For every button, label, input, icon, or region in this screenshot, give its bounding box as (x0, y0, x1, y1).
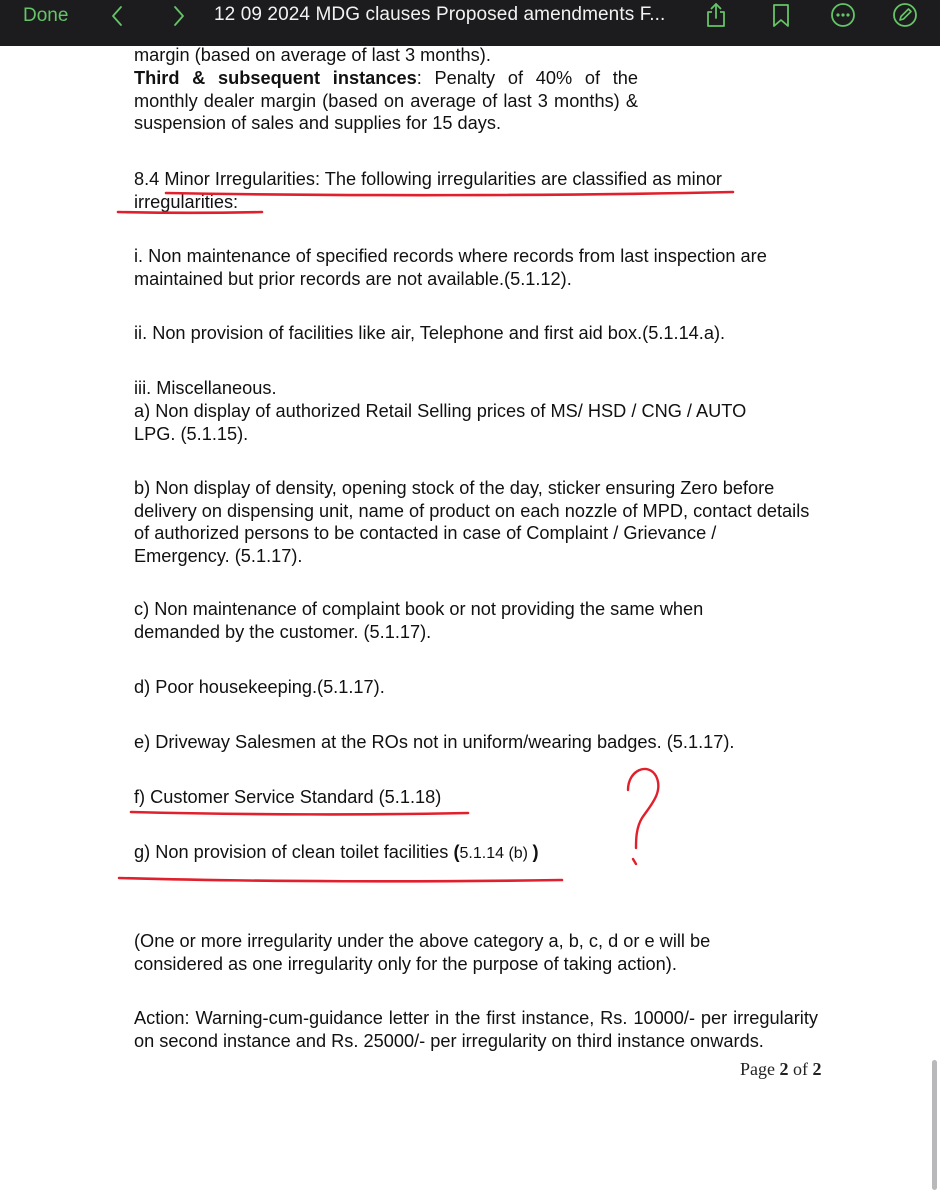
top-toolbar (0, 0, 940, 46)
document-title: 12 09 2024 MDG clauses Proposed amendments F... (214, 4, 666, 25)
item-g-open-paren: ( (453, 842, 460, 862)
more-icon[interactable] (830, 2, 856, 28)
item-b: b) Non display of density, opening stock of the day, sticker ensuring Zero before delivery on dispensing unit, name of product on each nozzle of MPD, contact details of authorized persons to be contacted in case of Complaint / Grievance / Emergency. (5.1.17). (134, 478, 810, 566)
item-c: c) Non maintenance of complaint book or not providing the same when demanded by the customer. (5.1.17). (134, 599, 704, 642)
chevron-left-icon[interactable] (106, 4, 130, 28)
section-number: 8.4 (134, 169, 160, 189)
page-of-label: of (793, 1059, 808, 1079)
share-icon[interactable] (703, 2, 729, 28)
section-title: Minor Irregularities: The following irregularities are classified as minor irregularities: (134, 169, 722, 212)
done-button[interactable]: Done (23, 5, 69, 26)
action-paragraph: Action: Warning-cum-guidance letter in the first instance, Rs. 10000/- per irregularity on second instance and Rs. 25000/- per irregularity on third instance onwards. (134, 1008, 818, 1051)
item-ii: ii. Non provision of facilities like air, Telephone and first aid box.(5.1.14.a). (134, 323, 726, 343)
third-instance-text: : Penalty of 40% of the monthly dealer margin (based on average of last 3 months) & suspension of sales and supplies for 15 days. (134, 68, 638, 133)
item-f: f) Customer Service Standard (5.1.18) (134, 787, 442, 807)
bookmark-icon[interactable] (768, 2, 794, 28)
intro-line: margin (based on average of last 3 months). (134, 45, 491, 65)
page-label: Page (740, 1059, 775, 1079)
item-e: e) Driveway Salesmen at the ROs not in uniform/wearing badges. (5.1.17). (134, 732, 735, 752)
scroll-indicator[interactable] (932, 1060, 937, 1190)
item-d: d) Poor housekeeping.(5.1.17). (134, 677, 385, 697)
page-number (740, 1059, 822, 1080)
item-iii-title: iii. Miscellaneous. (134, 378, 277, 398)
grouping-note: (One or more irregularity under the above category a, b, c, d or e will be considered as one irregularity only for the purpose of taking action). (134, 931, 711, 974)
item-g-text: g) Non provision of clean toilet facilities (134, 842, 454, 862)
chevron-right-icon[interactable] (166, 4, 190, 28)
item-g-close-paren: ) (532, 842, 539, 862)
item-i: i. Non maintenance of specified records where records from last inspection are maintained but prior records are not available.(5.1.12). (134, 246, 767, 289)
third-instance-label: Third & subsequent instances (134, 68, 417, 88)
page-current: 2 (779, 1059, 789, 1079)
third-instance-paragraph (134, 67, 638, 135)
page-total: 2 (812, 1059, 822, 1079)
item-a: a) Non display of authorized Retail Selling prices of MS/ HSD / CNG / AUTO LPG. (5.1.15). (134, 401, 747, 444)
item-g-reference: 5.1.14 (b) (459, 845, 533, 862)
item-g (134, 841, 654, 866)
section-8-4-heading (134, 168, 774, 213)
markup-icon[interactable] (892, 2, 918, 28)
